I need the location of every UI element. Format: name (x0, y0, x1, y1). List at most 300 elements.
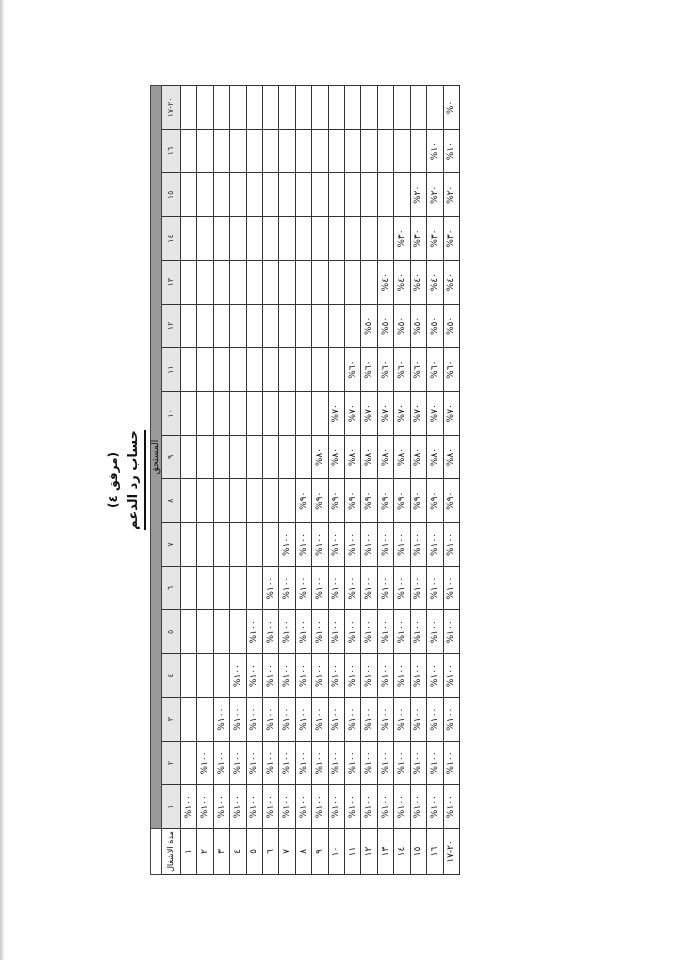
percentage-cell: %١٠٠ (443, 610, 460, 654)
percentage-cell: %١٠٠ (443, 741, 460, 785)
percentage-cell: %٧٠ (328, 391, 344, 435)
percentage-cell: %٥٠ (377, 304, 393, 348)
empty-cell (279, 304, 295, 348)
row-label: ١٥ (410, 829, 426, 875)
percentage-cell: %٧٠ (345, 391, 361, 435)
empty-cell (181, 610, 197, 654)
empty-cell (230, 348, 246, 392)
empty-cell (295, 391, 311, 435)
empty-cell (279, 129, 295, 173)
percentage-cell: %١٠٠ (230, 785, 246, 829)
year-header: ٢ (162, 741, 181, 785)
row-label: ١٠ (328, 829, 344, 875)
empty-cell (427, 86, 443, 130)
empty-cell (246, 566, 262, 610)
empty-cell (312, 260, 328, 304)
percentage-cell: %٤٠ (443, 260, 460, 304)
empty-cell (328, 348, 344, 392)
empty-cell (181, 391, 197, 435)
row-label: ١١ (345, 829, 361, 875)
empty-cell (345, 260, 361, 304)
percentage-cell: %١٠٠ (410, 741, 426, 785)
percentage-cell: %١٠٠ (427, 566, 443, 610)
percentage-cell: %١٠٠ (312, 785, 328, 829)
percentage-cell: %١٠٠ (279, 566, 295, 610)
empty-cell (197, 435, 213, 479)
empty-cell (197, 697, 213, 741)
year-header: ٩ (162, 435, 181, 479)
percentage-cell: %١٠٠ (312, 566, 328, 610)
percentage-cell: %١٠٠ (328, 610, 344, 654)
year-header: ١٠ (162, 391, 181, 435)
empty-cell (246, 348, 262, 392)
table-body (181, 86, 460, 875)
percentage-cell: %١٠٠ (427, 741, 443, 785)
percentage-cell: %١٠٠ (181, 785, 197, 829)
empty-cell (181, 654, 197, 698)
row-label: ٣ (213, 829, 229, 875)
empty-cell (181, 260, 197, 304)
empty-cell (312, 391, 328, 435)
empty-cell (213, 260, 229, 304)
table-row (328, 86, 344, 875)
corner-label: مدة الاشغال (162, 829, 181, 875)
percentage-cell: %١٠٠ (345, 566, 361, 610)
row-label: ٦ (263, 829, 279, 875)
percentage-cell: %١٠٠ (394, 654, 410, 698)
percentage-cell: %٧٠ (410, 391, 426, 435)
empty-cell (328, 86, 344, 130)
percentage-cell: %١٠٠ (394, 785, 410, 829)
percentage-cell: %١٠٠ (312, 697, 328, 741)
percentage-cell: %٢٠ (410, 173, 426, 217)
empty-cell (377, 129, 393, 173)
percentage-cell: %١٠٠ (279, 610, 295, 654)
empty-cell (345, 86, 361, 130)
empty-cell (230, 173, 246, 217)
percentage-cell: %١٠٠ (328, 523, 344, 567)
empty-cell (213, 566, 229, 610)
percentage-cell: %٨٠ (312, 435, 328, 479)
percentage-cell: %٣٠ (427, 217, 443, 261)
empty-cell (279, 86, 295, 130)
empty-cell (213, 435, 229, 479)
empty-cell (230, 217, 246, 261)
empty-cell (230, 304, 246, 348)
empty-cell (181, 129, 197, 173)
empty-cell (230, 129, 246, 173)
percentage-cell: %٨٠ (361, 435, 377, 479)
empty-cell (197, 260, 213, 304)
percentage-cell: %٥٠ (394, 304, 410, 348)
empty-cell (328, 260, 344, 304)
percentage-cell: %١٠٠ (427, 523, 443, 567)
empty-cell (197, 304, 213, 348)
row-label: ١٦ (427, 829, 443, 875)
table-row (181, 86, 197, 875)
empty-cell (246, 479, 262, 523)
percentage-cell: %٦٠ (394, 348, 410, 392)
year-header: ١٢ (162, 304, 181, 348)
percentage-cell: %١٠٠ (279, 785, 295, 829)
empty-cell (230, 479, 246, 523)
empty-cell (230, 566, 246, 610)
percentage-cell: %١٠٠ (263, 741, 279, 785)
empty-cell (213, 173, 229, 217)
empty-cell (213, 129, 229, 173)
percentage-cell: %١٠٠ (263, 654, 279, 698)
empty-cell (328, 217, 344, 261)
percentage-cell: %٤٠ (410, 260, 426, 304)
percentage-cell: %١٠٠ (312, 741, 328, 785)
empty-cell (295, 348, 311, 392)
percentage-cell: %١٠٠ (361, 566, 377, 610)
percentage-cell: %١٠٠ (328, 785, 344, 829)
empty-cell (181, 348, 197, 392)
year-header: ١٣ (162, 260, 181, 304)
empty-cell (377, 173, 393, 217)
empty-cell (213, 304, 229, 348)
percentage-cell: %١٠٠ (328, 654, 344, 698)
table-row (443, 86, 460, 875)
percentage-cell: %٥٠ (361, 304, 377, 348)
percentage-cell: %١٠٠ (410, 654, 426, 698)
empty-cell (312, 173, 328, 217)
table-row (295, 86, 311, 875)
empty-cell (295, 435, 311, 479)
row-label: ١ (181, 829, 197, 875)
empty-cell (328, 129, 344, 173)
table-row (394, 86, 410, 875)
empty-cell (246, 260, 262, 304)
percentage-cell: %٩٠ (427, 479, 443, 523)
percentage-cell: %١٠٠ (295, 566, 311, 610)
percentage-cell: %٦٠ (410, 348, 426, 392)
table-row (213, 86, 229, 875)
percentage-cell: %٨٠ (410, 435, 426, 479)
percentage-cell: %١٠٠ (246, 697, 262, 741)
percentage-cell: %٦٠ (377, 348, 393, 392)
table-row (246, 86, 262, 875)
year-header: ٧ (162, 523, 181, 567)
percentage-cell: %١٠٠ (377, 523, 393, 567)
percentage-cell: %١٠٠ (427, 785, 443, 829)
percentage-cell: %١٠٠ (443, 785, 460, 829)
percentage-cell: %١٠٠ (213, 785, 229, 829)
empty-cell (213, 391, 229, 435)
empty-cell (345, 217, 361, 261)
percentage-cell: %١٠٠ (377, 785, 393, 829)
percentage-cell: %٧٠ (361, 391, 377, 435)
empty-cell (230, 260, 246, 304)
percentage-cell: %٦٠ (443, 348, 460, 392)
empty-cell (295, 260, 311, 304)
empty-cell (181, 304, 197, 348)
empty-cell (213, 610, 229, 654)
percentage-cell: %١٠٠ (361, 610, 377, 654)
percentage-cell: %١٠٠ (345, 697, 361, 741)
percentage-cell: %١٠٠ (410, 610, 426, 654)
percentage-cell: %١٠٠ (230, 741, 246, 785)
empty-cell (230, 523, 246, 567)
header-years-row (162, 86, 181, 875)
percentage-cell: %١٠٠ (427, 654, 443, 698)
row-label: ٧ (279, 829, 295, 875)
percentage-cell: %١٠٠ (263, 785, 279, 829)
empty-cell (213, 217, 229, 261)
empty-cell (263, 86, 279, 130)
table-row (312, 86, 328, 875)
percentage-cell: %٦٠ (361, 348, 377, 392)
percentage-cell: %١٠٠ (312, 523, 328, 567)
empty-cell (181, 523, 197, 567)
row-label: ٥ (246, 829, 262, 875)
year-header: ١٤ (162, 217, 181, 261)
row-label: ١٢ (361, 829, 377, 875)
empty-cell (246, 173, 262, 217)
empty-cell (410, 129, 426, 173)
empty-cell (246, 304, 262, 348)
empty-cell (345, 304, 361, 348)
empty-cell (377, 217, 393, 261)
percentage-cell: %٧٠ (377, 391, 393, 435)
percentage-cell: %١٠٠ (246, 654, 262, 698)
percentage-cell: %١٠٠ (328, 697, 344, 741)
subsidy-refund-table (150, 85, 460, 875)
empty-cell (246, 217, 262, 261)
empty-cell (361, 173, 377, 217)
percentage-cell: %١٠٠ (377, 566, 393, 610)
header-band-row (151, 86, 162, 875)
empty-cell (312, 348, 328, 392)
percentage-cell: %٨٠ (345, 435, 361, 479)
empty-cell (345, 129, 361, 173)
percentage-cell: %٤٠ (377, 260, 393, 304)
percentage-cell: %٢٠ (427, 173, 443, 217)
percentage-cell: %١٠٠ (394, 697, 410, 741)
empty-cell (197, 129, 213, 173)
year-header: ٥ (162, 610, 181, 654)
empty-cell (279, 348, 295, 392)
empty-cell (279, 435, 295, 479)
percentage-cell: %١٠٠ (197, 741, 213, 785)
percentage-cell: %٤٠ (394, 260, 410, 304)
percentage-cell: %١٠٠ (295, 523, 311, 567)
percentage-cell: %١٠٠ (394, 610, 410, 654)
percentage-cell: %١٠٠ (377, 741, 393, 785)
percentage-cell: %١٠٠ (361, 523, 377, 567)
empty-cell (197, 610, 213, 654)
percentage-cell: %٨٠ (328, 435, 344, 479)
empty-cell (181, 86, 197, 130)
year-header: ١٦ (162, 129, 181, 173)
percentage-cell: %١٠٠ (361, 741, 377, 785)
row-label: ٢٠-١٧ (443, 829, 460, 875)
percentage-cell: %١٠٠ (295, 610, 311, 654)
percentage-cell: %٩٠ (328, 479, 344, 523)
empty-cell (246, 86, 262, 130)
table-row (263, 86, 279, 875)
empty-cell (263, 391, 279, 435)
percentage-cell: %٩٠ (345, 479, 361, 523)
empty-cell (181, 741, 197, 785)
empty-cell (377, 86, 393, 130)
percentage-cell: %٣٠ (443, 217, 460, 261)
percentage-cell: %١٠٠ (279, 697, 295, 741)
table-row (230, 86, 246, 875)
percentage-cell: %١٠٠ (394, 566, 410, 610)
percentage-cell: %٧٠ (427, 391, 443, 435)
year-header: ١ (162, 785, 181, 829)
percentage-cell: %١٠٠ (263, 610, 279, 654)
percentage-cell: %٥٠ (427, 304, 443, 348)
percentage-cell: %٠ (443, 86, 460, 130)
empty-cell (263, 348, 279, 392)
percentage-cell: %١٠٠ (295, 654, 311, 698)
appendix-label: (مرفق ٤) (106, 451, 120, 509)
percentage-cell: %٨٠ (394, 435, 410, 479)
empty-cell (295, 129, 311, 173)
empty-cell (263, 435, 279, 479)
empty-cell (361, 260, 377, 304)
percentage-cell: %١٠٠ (213, 741, 229, 785)
row-label: ٨ (295, 829, 311, 875)
empty-cell (279, 217, 295, 261)
percentage-cell: %١٠٠ (427, 697, 443, 741)
empty-cell (410, 86, 426, 130)
empty-cell (295, 173, 311, 217)
percentage-cell: %١٠٠ (377, 654, 393, 698)
percentage-cell: %٩٠ (377, 479, 393, 523)
percentage-cell: %١٠٠ (312, 610, 328, 654)
percentage-cell: %٧٠ (394, 391, 410, 435)
empty-cell (328, 304, 344, 348)
empty-cell (263, 217, 279, 261)
empty-cell (345, 173, 361, 217)
percentage-cell: %١٠٠ (394, 523, 410, 567)
percentage-cell: %٥٠ (410, 304, 426, 348)
percentage-cell: %١٠٠ (345, 741, 361, 785)
percentage-cell: %٨٠ (443, 435, 460, 479)
empty-cell (279, 173, 295, 217)
empty-cell (295, 86, 311, 130)
percentage-cell: %١٠٠ (394, 741, 410, 785)
year-header: ١٥ (162, 173, 181, 217)
empty-cell (197, 86, 213, 130)
percentage-cell: %٣٠ (410, 217, 426, 261)
empty-cell (181, 697, 197, 741)
percentage-cell: %٩٠ (410, 479, 426, 523)
percentage-cell: %٩٠ (443, 479, 460, 523)
empty-cell (361, 217, 377, 261)
empty-cell (279, 260, 295, 304)
percentage-cell: %١٠٠ (230, 697, 246, 741)
percentage-cell: %١٠٠ (410, 523, 426, 567)
percentage-cell: %١٠٠ (295, 697, 311, 741)
year-header: ٣ (162, 697, 181, 741)
row-label: ٤ (230, 829, 246, 875)
corner-header-top (151, 829, 162, 875)
empty-cell (197, 391, 213, 435)
percentage-cell: %٦٠ (427, 348, 443, 392)
empty-cell (230, 86, 246, 130)
percentage-cell: %١٠٠ (246, 785, 262, 829)
year-header: ٤ (162, 654, 181, 698)
empty-cell (213, 523, 229, 567)
table-row (197, 86, 213, 875)
empty-cell (213, 86, 229, 130)
empty-cell (295, 304, 311, 348)
empty-cell (246, 435, 262, 479)
empty-cell (328, 173, 344, 217)
table-row (361, 86, 377, 875)
empty-cell (394, 129, 410, 173)
empty-cell (181, 217, 197, 261)
table-row (410, 86, 426, 875)
empty-cell (361, 129, 377, 173)
empty-cell (263, 129, 279, 173)
empty-cell (263, 260, 279, 304)
empty-cell (263, 304, 279, 348)
percentage-cell: %١٠٠ (361, 785, 377, 829)
empty-cell (197, 523, 213, 567)
percentage-cell: %١٠٠ (295, 785, 311, 829)
empty-cell (230, 610, 246, 654)
year-header: ١١ (162, 348, 181, 392)
empty-cell (197, 217, 213, 261)
year-header: ٨ (162, 479, 181, 523)
empty-cell (263, 523, 279, 567)
empty-cell (263, 173, 279, 217)
empty-cell (394, 173, 410, 217)
percentage-cell: %٣٠ (394, 217, 410, 261)
empty-cell (181, 566, 197, 610)
header-band: المستحق (151, 86, 162, 829)
empty-cell (246, 523, 262, 567)
percentage-cell: %١٠٠ (345, 610, 361, 654)
percentage-cell: %١٠٠ (410, 566, 426, 610)
empty-cell (312, 217, 328, 261)
percentage-cell: %١٠٠ (279, 523, 295, 567)
empty-cell (230, 391, 246, 435)
percentage-cell: %١٠٠ (328, 741, 344, 785)
empty-cell (197, 479, 213, 523)
empty-cell (213, 654, 229, 698)
table-row (427, 86, 443, 875)
percentage-cell: %١٠٠ (345, 523, 361, 567)
empty-cell (197, 566, 213, 610)
row-label: ٢ (197, 829, 213, 875)
empty-cell (197, 173, 213, 217)
empty-cell (279, 391, 295, 435)
empty-cell (312, 304, 328, 348)
percentage-cell: %١٠٠ (443, 523, 460, 567)
percentage-cell: %١٠٠ (443, 697, 460, 741)
percentage-cell: %٨٠ (427, 435, 443, 479)
percentage-cell: %٥٠ (443, 304, 460, 348)
table-row (377, 86, 393, 875)
empty-cell (295, 217, 311, 261)
document-title: حساب رد الدعم (125, 430, 146, 530)
empty-cell (361, 86, 377, 130)
empty-cell (246, 129, 262, 173)
percentage-cell: %١٠ (427, 129, 443, 173)
percentage-cell: %١٠٠ (312, 654, 328, 698)
percentage-cell: %١٠٠ (279, 654, 295, 698)
page-edge-shadow (0, 0, 4, 960)
percentage-cell: %١٠٠ (230, 654, 246, 698)
empty-cell (279, 479, 295, 523)
